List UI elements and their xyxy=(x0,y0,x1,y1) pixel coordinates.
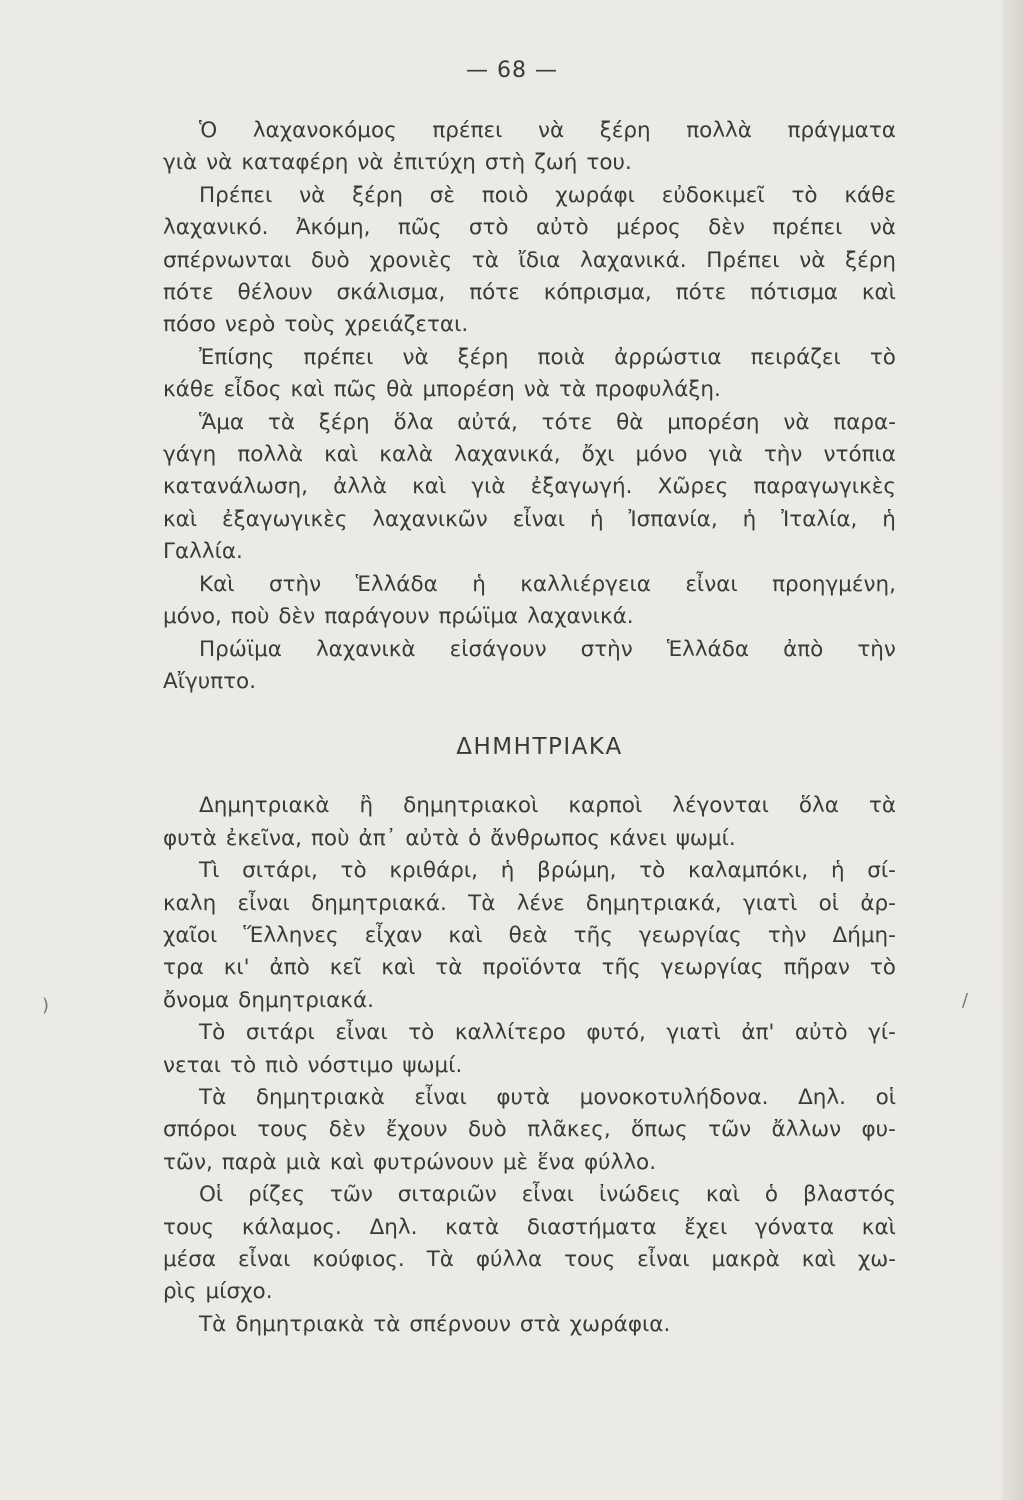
text-line: πόσο νερὸ τοὺς χρειάζεται. xyxy=(163,312,469,338)
text-line: Τὰ δημητριακὰ εἶναι φυτὰ μονοκοτυλήδονα. Δηλ. οἱ xyxy=(199,1084,896,1110)
paragraph xyxy=(163,1017,896,1082)
paragraph xyxy=(163,1082,896,1179)
text-line: Πρώϊμα λαχανικὰ εἰσάγουν στὴν Ἑλλάδα ἀπὸ τὴν xyxy=(199,636,896,662)
section-heading: ΔΗΜΗΤΡΙΑΚΑ xyxy=(456,734,623,761)
text-line: φυτὰ ἐκεῖνα, ποὺ ἀπ᾽ αὐτὰ ὁ ἄνθρωπος κάνει ψωμί. xyxy=(163,825,736,851)
text-line: Καὶ στὴν Ἑλλάδα ἡ καλλιέργεια εἶναι προηγμένη, xyxy=(199,571,896,597)
text-line: τρα κι' ἀπὸ κεῖ καὶ τὰ προϊόντα τῆς γεωργίας πῆραν τὸ xyxy=(163,955,896,981)
text-line: γάγη πολλὰ καὶ καλὰ λαχανικά, ὄχι μόνο γιὰ τὴν ντόπια xyxy=(163,442,896,468)
paragraph xyxy=(163,855,896,1017)
paragraph xyxy=(163,180,896,342)
text-line: τους κάλαμος. Δηλ. κατὰ διαστήματα ἔχει γόνατα καὶ xyxy=(163,1214,896,1240)
text-line: κάθε εἶδος καὶ πῶς θὰ μπορέση νὰ τὰ προφυλάξη. xyxy=(163,377,721,403)
page-number: — 68 — xyxy=(466,58,558,83)
text-line: πότε θέλουν σκάλισμα, πότε κόπρισμα, πότε πότισμα καὶ xyxy=(163,280,896,306)
paragraph xyxy=(163,115,896,180)
paragraph xyxy=(163,407,896,569)
text-line: χαῖοι Ἕλληνες εἶχαν καὶ θεὰ τῆς γεωργίας τὴν Δήμη- xyxy=(163,922,896,948)
text-line: ὄνομα δημητριακά. xyxy=(163,987,374,1013)
paragraph xyxy=(163,1179,896,1309)
text-line: λαχανικό. Ἀκόμη, πῶς στὸ αὐτὸ μέρος δὲν πρέπει νὰ xyxy=(163,215,896,241)
text-line: Δημητριακὰ ἢ δημητριακοὶ καρποὶ λέγονται ὅλα τὰ xyxy=(199,793,896,819)
text-line: Οἱ ρίζες τῶν σιταριῶν εἶναι ἰνώδεις καὶ ὁ βλαστός xyxy=(199,1182,896,1208)
page-edge-shadow xyxy=(1002,0,1024,1500)
text-body xyxy=(163,115,896,1341)
section-vegetables xyxy=(163,115,896,698)
text-line: ρὶς μίσχο. xyxy=(163,1279,273,1305)
text-line: νεται τὸ πιὸ νόστιμο ψωμί. xyxy=(163,1052,463,1078)
text-line: Τὶ σιτάρι, τὸ κριθάρι, ἡ βρώμη, τὸ καλαμπόκι, ἡ σί- xyxy=(199,858,896,884)
paragraph xyxy=(163,1309,896,1341)
paragraph xyxy=(163,790,896,855)
text-line: τῶν, παρὰ μιὰ καὶ φυτρώνουν μὲ ἕνα φύλλο. xyxy=(163,1149,657,1175)
text-line: μέσα εἶναι κούφιος. Τὰ φύλλα τους εἶναι μακρὰ καὶ χω- xyxy=(163,1247,896,1272)
text-line: Ὁ λαχανοκόμος πρέπει νὰ ξέρη πολλὰ πράγματα xyxy=(199,118,896,143)
text-line: Τὰ δημητριακὰ τὰ σπέρνουν στὰ χωράφια. xyxy=(199,1311,671,1337)
text-line: σπόροι τους δὲν ἔχουν δυὸ πλᾶκες, ὅπως τῶν ἄλλων φυ- xyxy=(163,1117,896,1143)
section-cereals xyxy=(163,790,896,1341)
paragraph xyxy=(163,342,896,407)
text-line: καὶ ἐξαγωγικὲς λαχανικῶν εἶναι ἡ Ἰσπανία, ἡ Ἰταλία, ἡ xyxy=(163,506,896,532)
paragraph xyxy=(163,569,896,634)
text-line: Ἐπίσης πρέπει νὰ ξέρη ποιὰ ἀρρώστια πειράζει τὸ xyxy=(199,344,896,370)
text-line: μόνο, ποὺ δὲν παράγουν πρώϊμα λαχανικά. xyxy=(163,604,634,630)
text-line: γιὰ νὰ καταφέρη νὰ ἐπιτύχη στὴ ζωή του. xyxy=(163,150,632,176)
text-line: Πρέπει νὰ ξέρη σὲ ποιὸ χωράφι εὐδοκιμεῖ τὸ κάθε xyxy=(199,182,896,208)
paragraph xyxy=(163,634,896,699)
text-line: Αἴγυπτο. xyxy=(163,668,257,694)
text-line: σπέρνωνται δυὸ χρονιὲς τὰ ἴδια λαχανικά. Πρέπει νὰ ξέρη xyxy=(163,247,896,273)
text-line: κατανάλωση, ἀλλὰ καὶ γιὰ ἐξαγωγή. Χῶρες παραγωγικὲς xyxy=(163,474,896,500)
text-line: καλη εἶναι δημητριακά. Τὰ λένε δημητριακά, γιατὶ οἱ ἀρ- xyxy=(163,890,896,916)
text-line: Τὸ σιτάρι εἶναι τὸ καλλίτερο φυτό, γιατὶ ἀπ' αὐτὸ γί- xyxy=(199,1020,896,1046)
scan-mark: / xyxy=(962,990,969,1011)
scan-mark: ) xyxy=(42,995,50,1016)
text-line: Γαλλία. xyxy=(163,539,243,565)
text-line: Ἅμα τὰ ξέρη ὅλα αὐτά, τότε θὰ μπορέση νὰ παρα- xyxy=(199,409,896,435)
